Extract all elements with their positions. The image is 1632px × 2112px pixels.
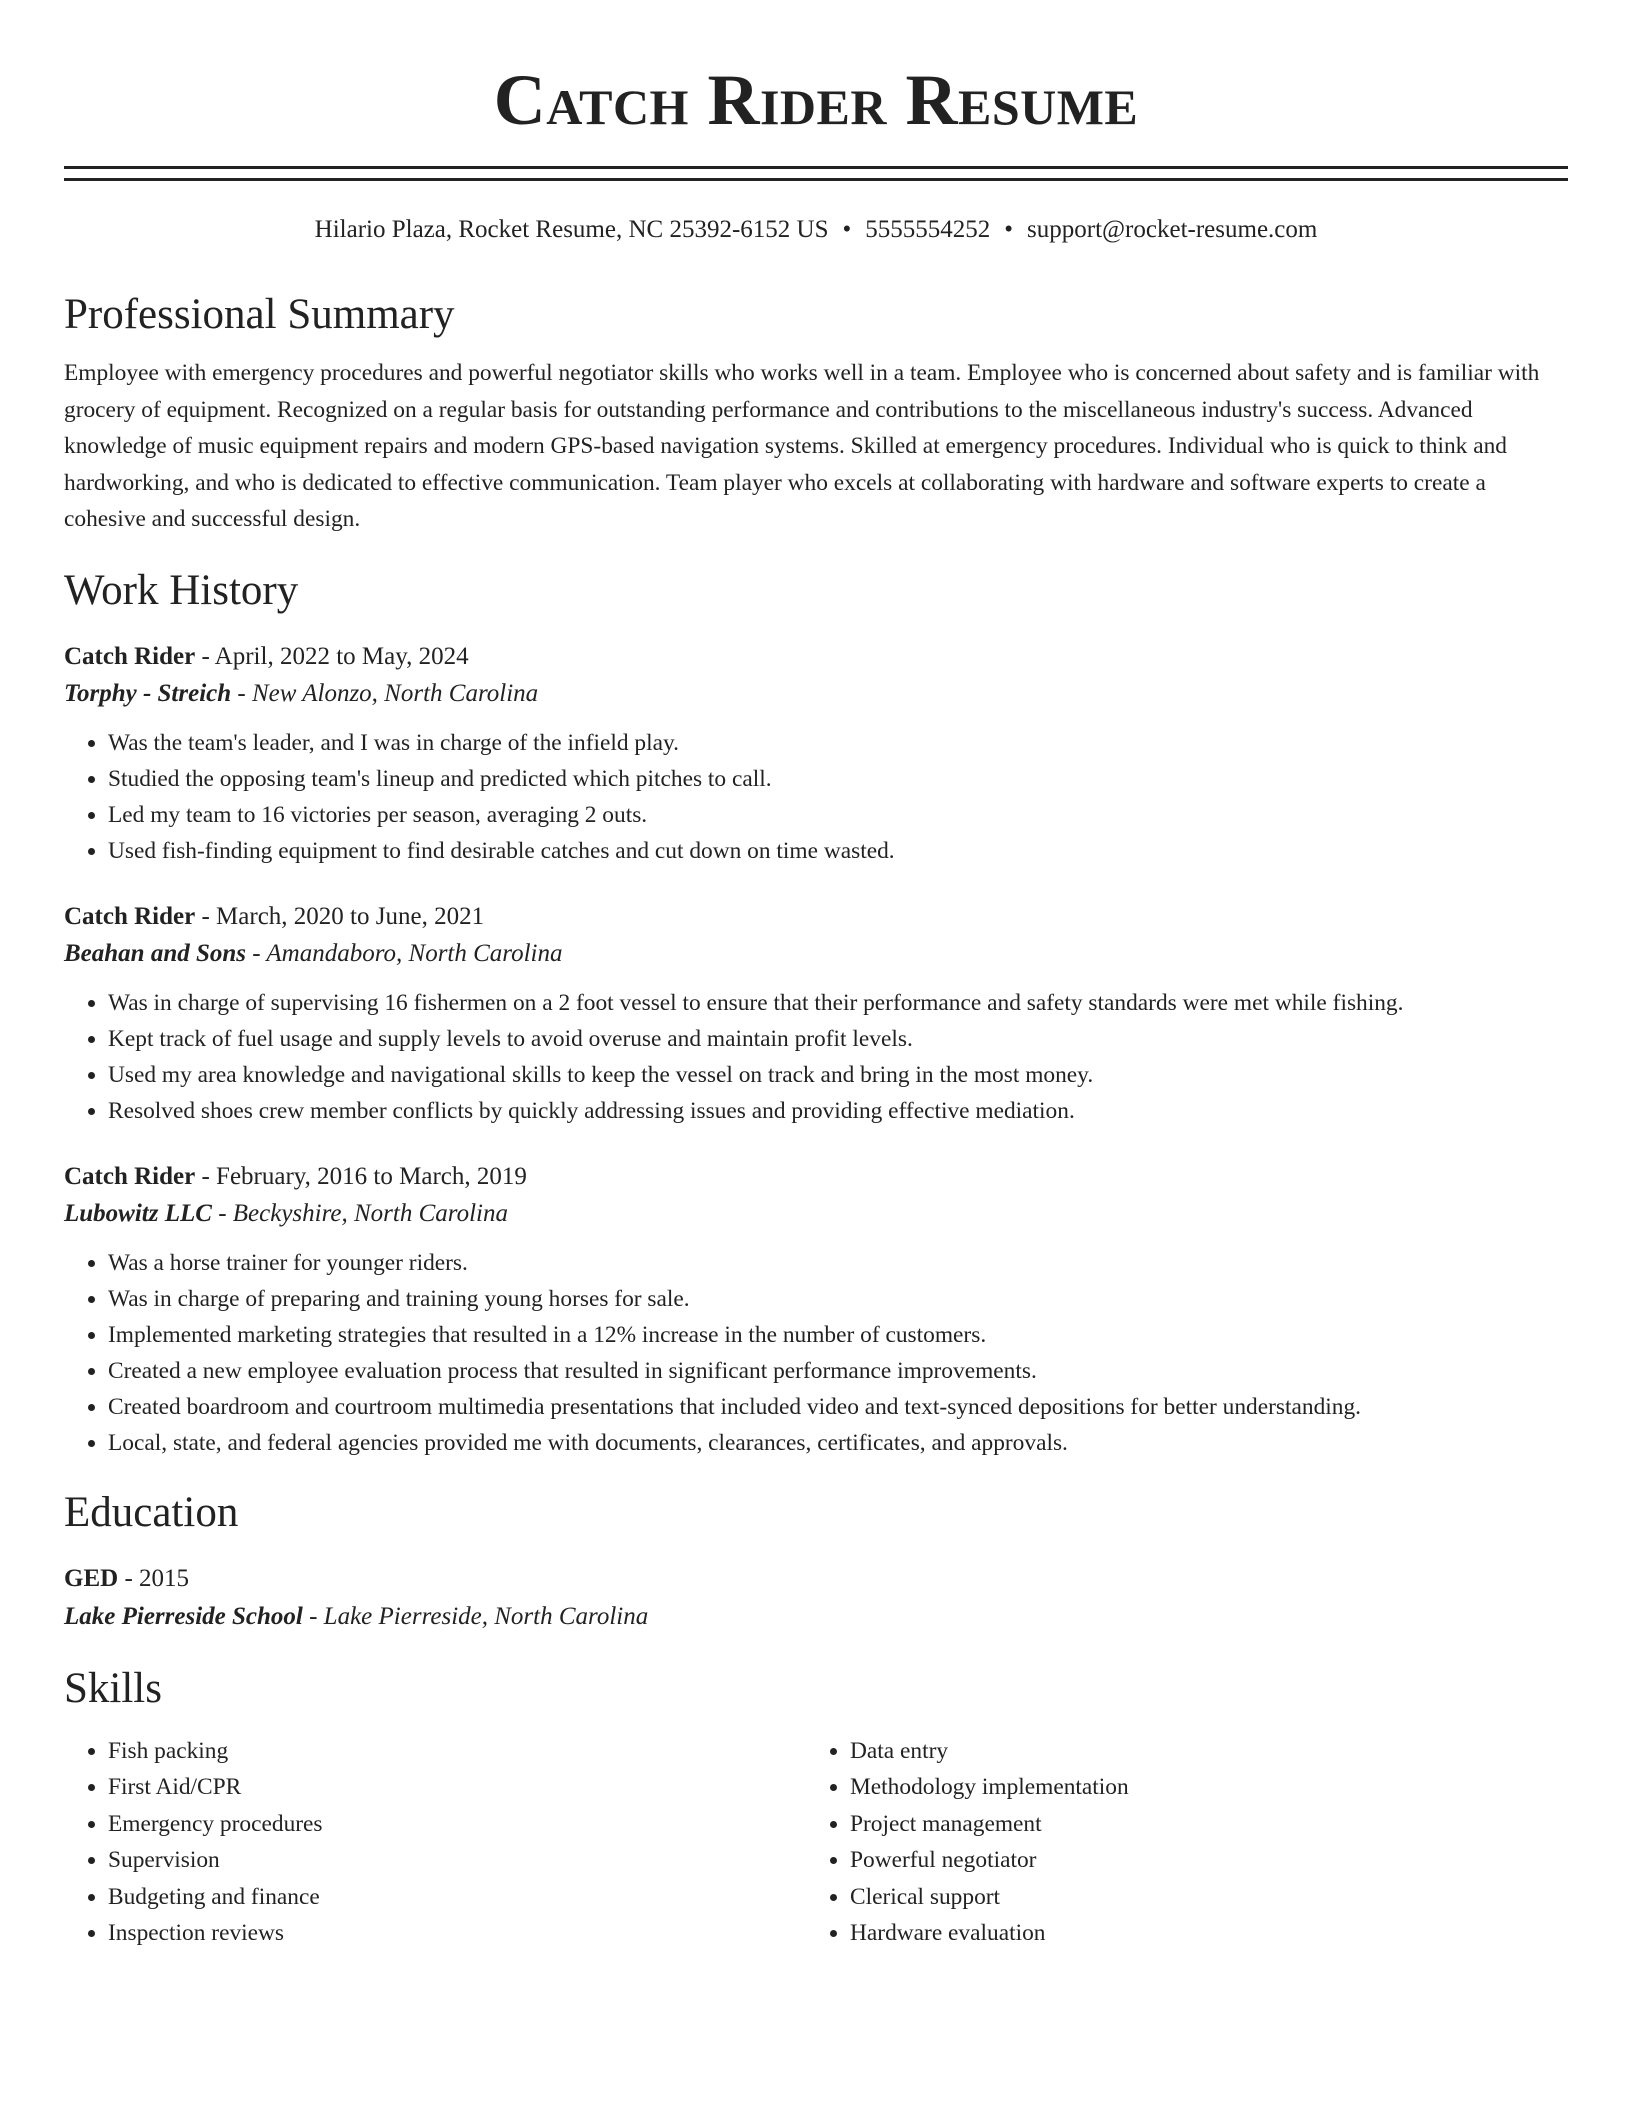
job-entry	[64, 1159, 1568, 1461]
skill-item: • Budgeting and finance	[108, 1879, 806, 1916]
skill-item: • Fish packing	[108, 1733, 806, 1770]
job-title: Catch Rider	[64, 642, 196, 670]
education-school: Lake Pierreside School	[64, 1602, 303, 1630]
job-bullet: • Created boardroom and courtroom multimedia presentations that included video and text-synced depositions for better understanding.	[108, 1389, 1568, 1425]
job-location: - Beckyshire, North Carolina	[211, 1199, 508, 1227]
job-bullets	[64, 725, 1568, 869]
education-degree: GED	[64, 1564, 119, 1592]
education-location: - Lake Pierreside, North Carolina	[302, 1602, 649, 1630]
resume-title: Catch Rider Resume	[493, 60, 1139, 140]
job-entry	[64, 639, 1568, 869]
job-bullet: • Resolved shoes crew member conflicts by quickly addressing issues and providing effective mediation.	[108, 1093, 1568, 1129]
skill-item: • Clerical support	[850, 1879, 1548, 1916]
skill-item: • Supervision	[108, 1842, 806, 1879]
job-company-line	[64, 935, 1568, 973]
job-dates: - March, 2020 to June, 2021	[195, 902, 485, 930]
skill-item: • Emergency procedures	[108, 1806, 806, 1843]
job-location: - New Alonzo, North Carolina	[231, 679, 539, 707]
job-bullet: • Kept track of fuel usage and supply levels to avoid overuse and maintain profit levels.	[108, 1021, 1568, 1057]
contact-line	[64, 213, 1568, 247]
education-school-line	[64, 1597, 1568, 1637]
skill-item: • Hardware evaluation	[850, 1915, 1548, 1952]
contact-phone: 5555554252	[865, 216, 991, 243]
job-bullet: • Used fish-finding equipment to find desirable catches and cut down on time wasted.	[108, 833, 1568, 869]
contact-address: Hilario Plaza, Rocket Resume, NC 25392-6152 US	[314, 216, 829, 243]
skill-item: • Data entry	[850, 1733, 1548, 1770]
job-title-line	[64, 899, 1568, 935]
job-company-line	[64, 675, 1568, 713]
job-bullet: • Led my team to 16 victories per season, averaging 2 outs.	[108, 797, 1568, 833]
skills-list	[64, 1733, 1568, 1952]
skills-heading: Skills	[64, 1664, 162, 1712]
education-year: - 2015	[118, 1564, 190, 1592]
job-bullet: • Was in charge of preparing and training young horses for sale.	[108, 1281, 1568, 1317]
job-company: Lubowitz LLC	[64, 1199, 212, 1227]
job-company: Torphy - Streich	[64, 679, 232, 707]
job-bullets	[64, 985, 1568, 1129]
summary-heading: Professional Summary	[64, 291, 455, 338]
job-entry	[64, 899, 1568, 1129]
job-bullet: • Was the team's leader, and I was in charge of the infield play.	[108, 725, 1568, 761]
skills-column-left	[64, 1733, 806, 1952]
skill-item: • Methodology implementation	[850, 1769, 1548, 1806]
job-dates: - April, 2022 to May, 2024	[195, 642, 469, 670]
education-degree-line	[64, 1561, 1568, 1597]
skill-item: • Inspection reviews	[108, 1915, 806, 1952]
skill-item: • Powerful negotiator	[850, 1842, 1548, 1879]
contact-separator: •	[1004, 216, 1014, 243]
job-bullet: • Was in charge of supervising 16 fishermen on a 2 foot vessel to ensure that their performance and safety standards were met while fishing.	[108, 985, 1568, 1021]
job-location: - Amandaboro, North Carolina	[246, 939, 563, 967]
job-bullet: • Implemented marketing strategies that resulted in a 12% increase in the number of customers.	[108, 1317, 1568, 1353]
summary-text: Employee with emergency procedures and powerful negotiator skills who works well in a team. Employee who is concerned about safety and is familiar with grocery of equipment. Recognized on a regular basis for outstanding performance and contributions to the miscellaneous industry's success. Advanced knowledge of music equipment repairs and modern GPS-based navigation systems. Skilled at emergency procedures. Individual who is quick to think and hardworking, and who is dedicated to effective communication. Team player who excels at collaborating with hardware and software experts to create a cohesive and successful design.	[64, 360, 1540, 532]
job-bullet: • Used my area knowledge and navigational skills to keep the vessel on track and bring in the most money.	[108, 1057, 1568, 1093]
job-title-line	[64, 639, 1568, 675]
job-title: Catch Rider	[64, 902, 196, 930]
title-divider	[64, 166, 1568, 181]
job-bullet: • Created a new employee evaluation process that resulted in significant performance improvements.	[108, 1353, 1568, 1389]
job-dates: - February, 2016 to March, 2019	[195, 1162, 527, 1190]
education-heading: Education	[64, 1488, 239, 1536]
job-company-line	[64, 1195, 1568, 1233]
work-history-heading: Work History	[64, 566, 299, 614]
contact-separator: •	[842, 216, 852, 243]
skills-column-right	[806, 1733, 1548, 1952]
job-bullet: • Local, state, and federal agencies provided me with documents, clearances, certificates, and approvals.	[108, 1425, 1568, 1461]
job-bullet: • Studied the opposing team's lineup and predicted which pitches to call.	[108, 761, 1568, 797]
job-bullets	[64, 1245, 1568, 1461]
skill-item: • First Aid/CPR	[108, 1769, 806, 1806]
job-bullet: • Was a horse trainer for younger riders.	[108, 1245, 1568, 1281]
job-company: Beahan and Sons	[64, 939, 247, 967]
job-title: Catch Rider	[64, 1162, 196, 1190]
contact-email: support@rocket-resume.com	[1027, 216, 1318, 243]
job-title-line	[64, 1159, 1568, 1195]
skill-item: • Project management	[850, 1806, 1548, 1843]
